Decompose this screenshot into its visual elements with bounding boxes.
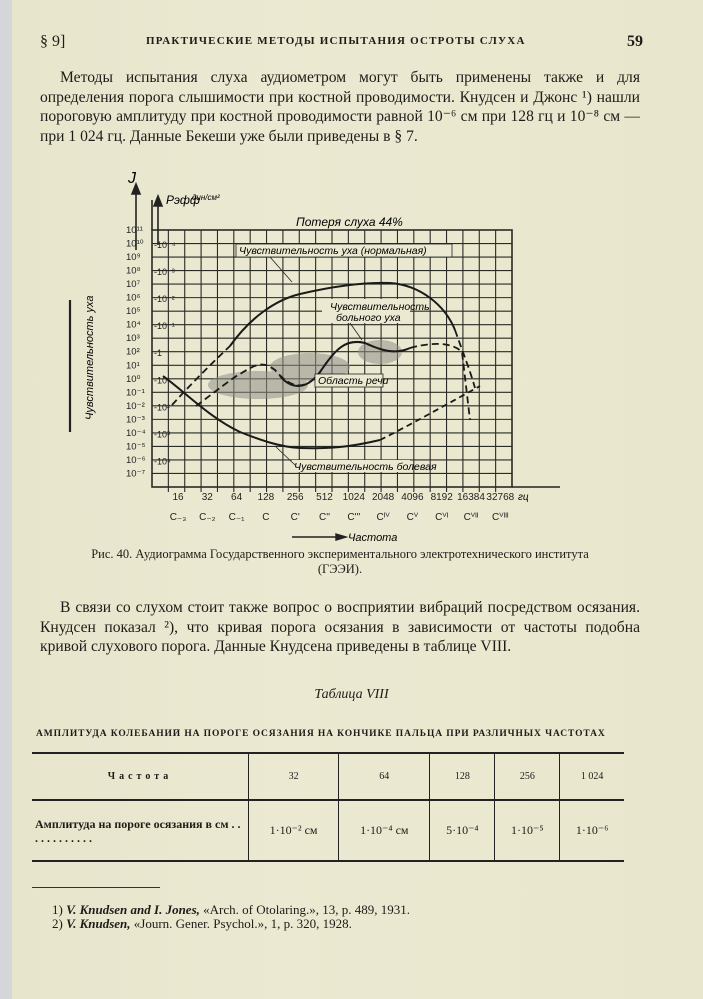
y-tick-label: 10⁷ xyxy=(126,279,141,291)
header-cell: 32 xyxy=(249,753,339,800)
label-impaired-ear-2: больного уха xyxy=(336,312,401,324)
y-tick-label: 10¹ xyxy=(126,360,140,372)
label-speech-region: Область речи xyxy=(318,375,389,387)
header-cell: 64 xyxy=(339,753,430,800)
x-axis-label: Частота xyxy=(348,532,398,544)
note-label: C''' xyxy=(347,512,361,523)
y-tick-label: 10⁻⁷ xyxy=(126,468,146,480)
y-right-tick-label: -10⁻⁴ xyxy=(154,240,176,250)
note-label: Cⱽᴵ xyxy=(435,512,449,523)
x-tick-label: 16 xyxy=(172,492,184,503)
label-normal-ear: Чувствительность уха (нормальная) xyxy=(239,245,427,257)
y-tick-label: 10⁻¹ xyxy=(126,387,145,399)
paragraph-text: В связи со слухом стоит также вопрос о восприятии вибраций посредством осязания. Кнудсен показал ²), что кривая порога осязания в зависимости от частоты подобна кривой слухового порога. Данные Кнудсена приведены в таблице VIII. xyxy=(40,599,640,656)
note-label: Cᴵⱽ xyxy=(376,512,390,523)
footnote-text: «Journ. Gener. Psychol.», 1, p. 320, 1928. xyxy=(133,916,352,931)
note-label: Cⱽᴵᴵ xyxy=(463,512,479,523)
y-tick-label: 10³ xyxy=(126,333,140,345)
y-tick-label: 10⁹ xyxy=(126,252,141,264)
note-label: C'' xyxy=(318,512,331,523)
x-tick-label: 64 xyxy=(231,492,243,503)
y-tick-label: 10⁸ xyxy=(126,265,141,277)
footnote-text: «Arch. of Otolaring.», 13, p. 489, 1931. xyxy=(203,902,411,917)
footnote-rule xyxy=(32,887,160,888)
table-row xyxy=(32,800,624,861)
y-right-tick-label: -10⁴ xyxy=(154,456,171,467)
threshold-table xyxy=(32,752,624,862)
header-frequency: Частота xyxy=(32,753,249,800)
footnote-author: V. Knudsen, xyxy=(66,916,131,931)
footnote-mark: 1) xyxy=(52,902,63,917)
table-subtitle: АМПЛИТУДА КОЛЕБАНИЙ НА ПОРОГЕ ОСЯЗАНИЯ НА КОНЧИКЕ ПАЛЬЦА ПРИ РАЗЛИЧНЫХ ЧАСТОТАХ xyxy=(36,729,606,739)
label-pain-threshold: Чувствительность болевая xyxy=(294,461,437,473)
y-tick-label: 10⁻⁶ xyxy=(126,454,146,466)
table-title: Таблица VIII xyxy=(314,687,389,702)
y-right-tick-label: -1 xyxy=(154,348,163,359)
table-cell: 1·10⁻² см xyxy=(249,800,339,861)
paragraph-text: Методы испытания слуха аудиометром могут быть применены также и для определения порога слышимости при костной проводимости. Кнудсен и Джонс ¹) нашли пороговую амплитуду при костной проводимости равной 10⁻⁶ см при 128 гц и 10⁻⁸ см — при 1 024 гц. Данные Бекеши уже были приведены в § 7. xyxy=(40,69,640,145)
y-right-tick-label: -10⁻¹ xyxy=(154,321,175,332)
y-tick-label: 10¹¹ xyxy=(126,225,143,236)
table-cell: 1·10⁻⁵ xyxy=(495,800,560,861)
y-tick-label: 10⁻⁵ xyxy=(126,441,146,453)
y-tick-label: 10¹⁰ xyxy=(126,238,144,250)
x-tick-label: 4096 xyxy=(401,492,424,503)
note-label: C₋₂ xyxy=(199,512,216,523)
y-tick-label: 10⁻³ xyxy=(126,414,145,426)
x-axis-arrow xyxy=(292,534,346,540)
paragraph-vibration xyxy=(40,598,640,657)
y-left-symbol: J xyxy=(128,170,136,187)
x-tick-label: 1024 xyxy=(342,492,365,503)
y-right-tick-label: -10⁻² xyxy=(154,294,175,305)
y-tick-label: 10⁰ xyxy=(126,373,141,385)
note-label: C' xyxy=(290,512,300,523)
running-title: ПРАКТИЧЕСКИЕ МЕТОДЫ ИСПЫТАНИЯ ОСТРОТЫ СЛУХА xyxy=(146,35,526,47)
y-axis-label: Чувствительность уха xyxy=(84,295,96,420)
table-cell: 1·10⁻⁶ xyxy=(560,800,624,861)
table-cell: 1·10⁻⁴ см xyxy=(339,800,430,861)
x-tick-label: 8192 xyxy=(430,492,453,503)
y-right-tick-label: -10⁻³ xyxy=(154,267,175,278)
hearing-loss-annotation: Потеря слуха 44% xyxy=(296,215,403,229)
y-right-tick-label: -10¹ xyxy=(154,375,171,386)
header-cell: 256 xyxy=(495,753,560,800)
page-number: 59 xyxy=(627,33,643,50)
note-label: Cⱽᴵᴵᴵ xyxy=(492,512,509,523)
x-tick-label: 512 xyxy=(316,492,333,503)
y-right-tick-label: -10³ xyxy=(154,429,171,440)
footnote-mark: 2) xyxy=(52,916,63,931)
footnote-author: V. Knudsen and I. Jones, xyxy=(66,902,200,917)
y-right-tick-label: -10² xyxy=(154,402,171,413)
table-cell: 5·10⁻⁴ xyxy=(430,800,495,861)
header-cell: 128 xyxy=(430,753,495,800)
speech-region xyxy=(208,340,402,399)
x-tick-label: 128 xyxy=(257,492,275,503)
paragraph-audiometer xyxy=(40,68,640,146)
x-tick-label: 32 xyxy=(201,492,213,503)
audiogram-chart xyxy=(0,160,703,580)
x-tick-label: 256 xyxy=(286,492,304,503)
x-tick-label: 32768 xyxy=(486,492,515,503)
y-tick-label: 10⁻⁴ xyxy=(126,427,146,439)
curve-labels xyxy=(236,244,452,473)
table-header-row xyxy=(32,753,624,800)
y-right-unit: дин/см² xyxy=(192,193,220,202)
figure-caption: Рис. 40. Аудиограмма Государственного экспериментального электротехнического института (ГЭЭИ). xyxy=(91,547,589,576)
x-tick-label: 2048 xyxy=(371,492,395,503)
note-label: C₋₁ xyxy=(228,512,245,523)
y-tick-label: 10⁵ xyxy=(126,306,141,318)
note-label: C₋₃ xyxy=(169,512,187,523)
note-label: Cⱽ xyxy=(406,512,419,523)
running-header xyxy=(40,33,643,53)
y-tick-label: 10⁻² xyxy=(126,400,145,412)
x-unit: гц xyxy=(518,492,529,503)
x-tick-label: 16384 xyxy=(457,492,485,503)
y-tick-label: 10⁴ xyxy=(126,319,141,331)
header-cell: 1 024 xyxy=(560,753,624,800)
section-ref: § 9] xyxy=(40,33,66,50)
note-label: C xyxy=(262,512,270,523)
row-label: Амплитуда на пороге осязания в см . . . . . . . . . . . . xyxy=(32,800,249,861)
label-impaired-ear-1: Чувствительность xyxy=(330,301,430,313)
y-tick-label: 10² xyxy=(126,346,140,358)
y-right-symbol: Pэфф xyxy=(166,193,200,207)
footnote-2 xyxy=(52,916,352,932)
y-tick-label: 10⁶ xyxy=(126,292,141,304)
